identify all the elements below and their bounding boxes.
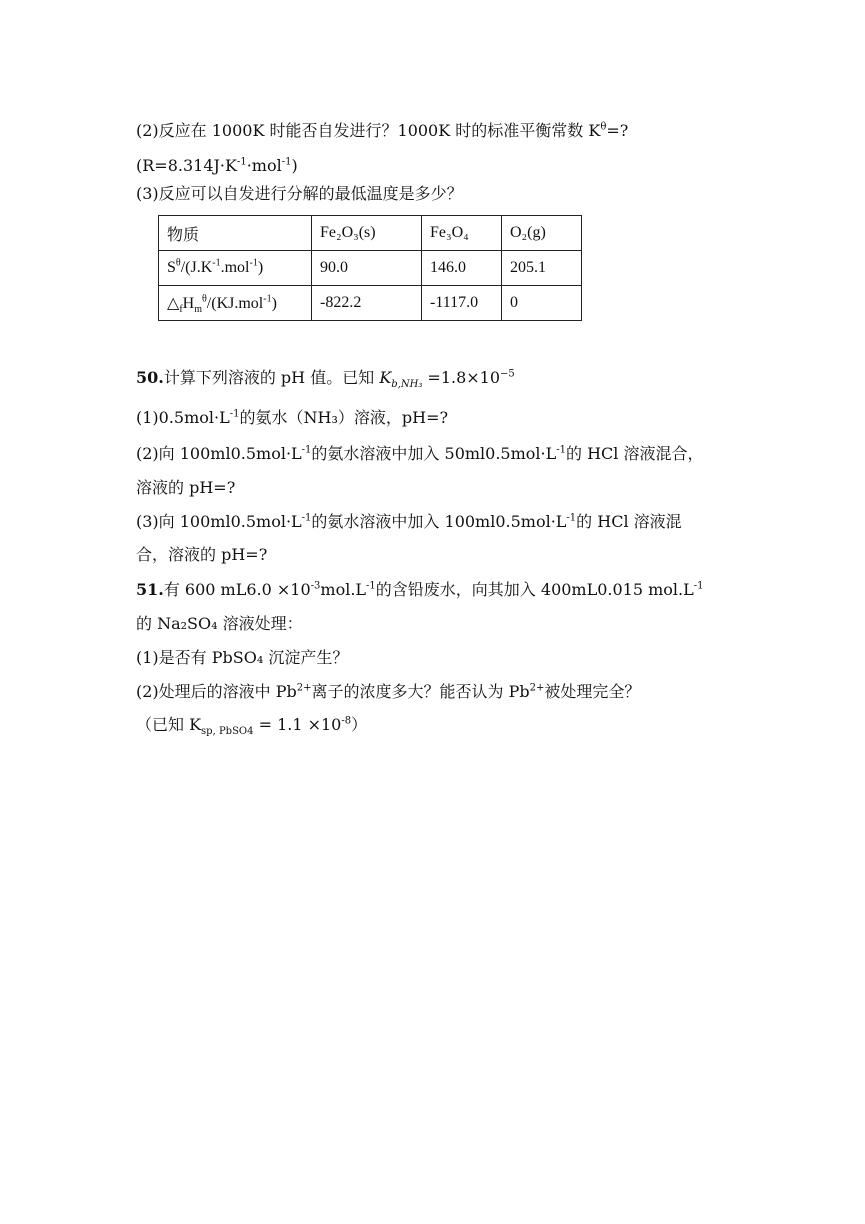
q49-gas-constant: $(R=8.314J\cdot K^{-1}\cdot mol^{-1})$ (136, 156, 298, 175)
q50-part2: (2)向 $100ml0.5mol\cdot L^{-1}$的氨水溶液中加入 $50ml0.5mol\cdot L^{-1}$的 HCl 溶液混合， (136, 444, 704, 463)
table-header-row (159, 216, 582, 251)
table-cell: -822.2 (312, 286, 422, 321)
q51-ksp: （已知 $K_{sp, PbSO4} = 1.1 \times 10^{-8}$） (136, 715, 368, 738)
table-cell: 0 (502, 286, 582, 321)
q51-part2: (2)处理后的溶液中 $Pb^{2+}$离子的浓度多大？能否认为 $Pb^{2+}$被处理完全？ (136, 682, 641, 701)
table-cell: -1117.0 (422, 286, 502, 321)
q51-number: 51. (136, 580, 164, 599)
q49-part3: (3)反应可以自发进行分解的最低温度是多少？ (136, 184, 463, 203)
table-label-enthalpy: $\triangle_fH_m^\theta/(KJ.mol^{-1})$ (159, 286, 312, 321)
q51-title: 51.有 600 $mL6.0 \times 10^{-3}mol.L^{-1}$的含铅废水，向其加入 400mL0.015 $mol.L^{-1}$ (136, 580, 704, 599)
q51-part1: (1)是否有 PbSO₄ 沉淀产生？ (136, 648, 349, 667)
table-header-o2: O₂(g) (502, 216, 582, 251)
q50-part3-cont: 合，溶液的 pH=? (136, 545, 268, 564)
table-label-entropy: $S^\theta/(J.K^{-1}.mol^{-1})$ (159, 251, 312, 286)
table-header-substance: 物质 (159, 216, 312, 251)
table-row-entropy (159, 251, 582, 286)
q50-part3: (3)向 $100ml0.5mol\cdot L^{-1}$的氨水溶液中加入 $100ml0.5mol\cdot L^{-1}$的 HCl 溶液混 (136, 512, 682, 531)
table-header-fe3o4: Fe₃O₄ (422, 216, 502, 251)
table-row-enthalpy (159, 286, 582, 321)
table-cell: 90.0 (312, 251, 422, 286)
q50-part1: $(1)0.5mol\cdot L^{-1}$的氨水（NH₃）溶液，pH=? (136, 408, 449, 427)
thermo-data-table (158, 215, 582, 321)
q50-number: 50. (136, 368, 164, 387)
q49-part2: (2)反应在 1000K 时能否自发进行？1000K 时的标准平衡常数 $K^\theta=$? (136, 121, 629, 140)
q50-part2-cont: 溶液的 pH=? (136, 478, 236, 497)
q51-title-cont: 的 Na₂SO₄ 溶液处理： (136, 614, 303, 633)
q50-title: 50.计算下列溶液的 pH 值。已知 $K_{b,NH_3} =1.8\times 10^{-5}$ (136, 368, 515, 391)
table-header-fe2o3: Fe₂O₃(s) (312, 216, 422, 251)
table-cell: 146.0 (422, 251, 502, 286)
table-cell: 205.1 (502, 251, 582, 286)
